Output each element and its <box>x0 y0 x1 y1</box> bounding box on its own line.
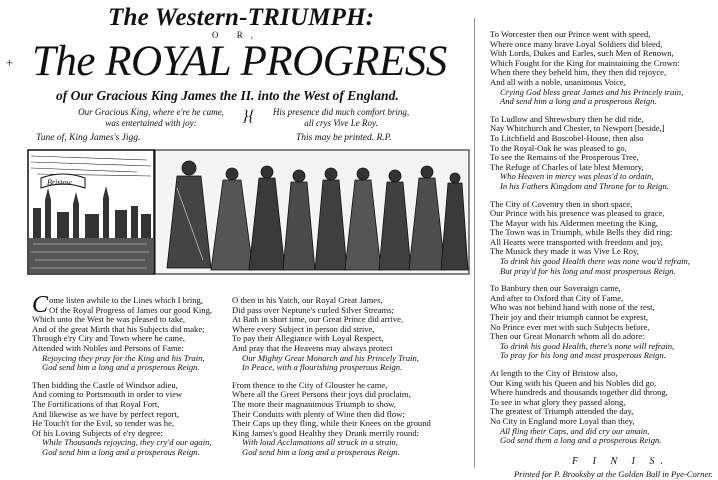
verse-line: No City in England more Loyal than they, <box>490 415 635 426</box>
refrain-line: With loud Acclamations all struck in a strain, <box>242 437 398 448</box>
refrain-line: Who Heaven in mercy was pleas'd to ordain, <box>500 171 654 182</box>
refrain-line: In Peace, with a flourishing prosperous Reign. <box>242 362 403 373</box>
verse-line: The Mayor with his Aldermen meeting the King, <box>490 217 659 228</box>
verse-line: Where every Subject in person did strive, <box>232 323 375 334</box>
verse-line: Who was not behind hand with none of the rest, <box>490 302 655 313</box>
refrain-line: And send him a long and a prosperous Reign. <box>500 96 657 107</box>
verse-line: To see the Remains of the Prosperous Tree, <box>490 152 639 163</box>
intro-left <box>66 107 236 129</box>
verse-line: And of the great Mirth that his Subjects did make; <box>32 323 205 334</box>
verse-line: Their Caps up they fling, while their Knees on the ground <box>232 418 431 429</box>
verse-line: Where once many brave Loyal Soldiers did bleed, <box>490 38 663 49</box>
verse-line: The Musick they made it was Vive Le Roy, <box>490 246 639 257</box>
refrain-line: All fling their Caps, and did cry our amain, <box>500 425 650 436</box>
verse-line: Attended with Nobles and Persons of Fame: <box>32 342 184 353</box>
verse-line: All Hearts were transported with freedom and joy, <box>490 236 663 247</box>
refrain-line: While Thousands rejoycing, they cry'd our again, <box>42 437 212 448</box>
woodcut-svg <box>27 148 471 278</box>
verse-line: Then our Great Monarch whom all do adore: <box>490 331 645 342</box>
verse-line: Where hundreds and thousands together did throng, <box>490 387 668 398</box>
verse-line: Of his Loving Subjects of e'ry degree: <box>32 427 163 438</box>
verse-line: And likewise as we have by perfect report, <box>32 408 179 419</box>
verse-line: The more their magnanimous Triumph to show, <box>232 398 396 409</box>
verse-line: Their Conduits with plenty of Wine then did flow; <box>232 408 405 419</box>
verse-line: O then in his Yatch, our Royal Great James, <box>232 295 383 305</box>
verse-line: From thence to the City of Glouster he came, <box>232 379 388 390</box>
refrain-line: God send him a long and a prosperous Reign. <box>42 362 200 373</box>
imprint-line: Printed for P. Brooksby at the Golden Ball in Pye-Corner. <box>514 469 713 479</box>
refrain-line: God send him a long and a prosperous Reign. <box>42 446 200 457</box>
verse-line: To see in what glory they passed along, <box>490 396 626 407</box>
verse-line: To Worcester then our Prince went with speed, <box>490 29 651 39</box>
verse-line: And pray that the Heavens may always protect <box>232 342 393 353</box>
verse-line: When there they beheld him, they then did rejoyce, <box>490 67 667 78</box>
verse-line: The greatest of Triumph attended the day, <box>490 406 634 417</box>
verse-line: To Ludlow and Shrewsbury then he did ride, <box>490 113 644 124</box>
procession-figures <box>155 150 469 274</box>
refrain-line: Crying God bless great James and his Princely train, <box>500 86 684 97</box>
verse-line: The City of Coventry then in short space, <box>490 198 633 209</box>
verse-line: The Refuge of Charles of late blest Memory, <box>490 161 644 172</box>
refrain-line: In his Fathers Kingdom and Throne for to Reign. <box>500 180 669 191</box>
verse-line: Our Prince with his presence was pleased to grace, <box>490 208 665 219</box>
verse-line: And after to Oxford that City of Fame, <box>490 292 624 303</box>
city-panel <box>28 150 154 274</box>
verse-line: Their joy and their triumph cannot be exprest, <box>490 312 648 323</box>
stanza-column-3 <box>490 30 690 446</box>
verse-line: With Lords, Dukes and Earles, such Men of Renown, <box>490 48 674 59</box>
verse-line: To Litchfield and Boscobel-House, then also <box>490 132 644 143</box>
cross-mark: + <box>6 55 14 70</box>
verse-line: To Banbury then our Soveraign came, <box>490 283 621 294</box>
stanza-column-1 <box>32 292 213 458</box>
refrain-line: God send them a long and a prosperous Reign. <box>500 435 662 446</box>
refrain-line: God send him a long and a prosperous Reign. <box>242 446 400 457</box>
verse-line: King James's good Healthy they Drunk merrily round: <box>232 427 419 438</box>
title-line-1: The Western-TRIUMPH: <box>108 4 375 31</box>
refrain-line: To drink his good Health there was none wou'd refrain, <box>500 256 690 267</box>
verse-line: To the Royal-Oak he was pleased to go, <box>490 142 627 153</box>
subtitle: of Our Gracious King James the II. into the West of England. <box>56 88 399 103</box>
refrain-line: To drink his good Health, there's none will refrain, <box>500 340 675 351</box>
verse-line: And coming to Portsmouth in order to view <box>32 389 183 400</box>
verse-line: Then bidding the Castle of Windsor adieu, <box>32 379 178 390</box>
verse-line: Did pass over Neptune's curled Silver Streams; <box>232 304 394 315</box>
verse-line: No Prince ever met with such Subjects before, <box>490 321 650 332</box>
refrain-line: But pray'd for his long and most prosperous Reign. <box>500 265 676 276</box>
verse-line: At length to the City of Bristow also, <box>490 368 618 378</box>
finis: F I N I S. <box>572 456 669 467</box>
intro-right <box>266 107 416 129</box>
drop-cap: C <box>32 292 49 318</box>
refrain-line: Rejoycing they pray for the King and his Train, <box>42 352 205 363</box>
intro-brace-mark: }{ <box>242 108 255 125</box>
verse-line: Where all the Greet Persons their joys did proclaim, <box>232 389 411 400</box>
woodcut-illustration <box>27 148 471 278</box>
license-line: This may be printed. R.P. <box>296 133 392 143</box>
intro-left-line-1: Our Gracious King, where e're he came, <box>78 107 224 117</box>
refrain-line: Our Mighty Great Monarch and his Princely Train, <box>242 352 419 363</box>
verse-line: The Fortifications of that Royal Fort, <box>32 398 160 409</box>
verse-line: And all with a noble, unanimous Voice, <box>490 76 626 87</box>
verse-line: Which unto the West he was pleased to take, <box>32 314 186 325</box>
title-line-2: The ROYAL PROGRESS <box>32 38 447 85</box>
tune-line: Tune of, King James's Jigg. <box>36 133 141 143</box>
verse-line: He Touch't for the Evil, so tender was he, <box>32 418 175 429</box>
title-or: O R, <box>212 30 262 40</box>
verse-line: At Bath in short time, our Great Prince did arrive, <box>232 314 404 325</box>
refrain-line: To pray for his long and most prosperous Reign. <box>500 350 666 361</box>
verse-line: To pay their Allegiance with Loyal Respect, <box>232 333 384 344</box>
verse-line: Our King with his Queen and his Nobles did go, <box>490 377 657 388</box>
stanza-column-2 <box>232 296 431 458</box>
verse-line: Through e'ry City and Town where he came, <box>32 333 186 344</box>
verse-line: The Town was in Triumph, while Bells they did ring: <box>490 227 673 238</box>
verse-line: Of the Royal Progress of James our good King, <box>49 304 213 315</box>
intro-right-line-2: all crys Vive Le Roy. <box>304 118 378 128</box>
verse-text: ome listen awhile to the Lines which I bring, <box>49 295 203 305</box>
verse-line: Nay Whitchurch and Chester, to Newport [beside,] <box>490 123 665 134</box>
intro-left-line-2: was entertained with joy: <box>105 118 197 128</box>
intro-right-line-1: His presence did much comfort bring, <box>272 107 410 117</box>
column-divider <box>474 18 475 468</box>
verse-line: Which Fought for the King for maintaining the Crown: <box>490 57 680 68</box>
banner-text: Bristow <box>47 178 72 187</box>
